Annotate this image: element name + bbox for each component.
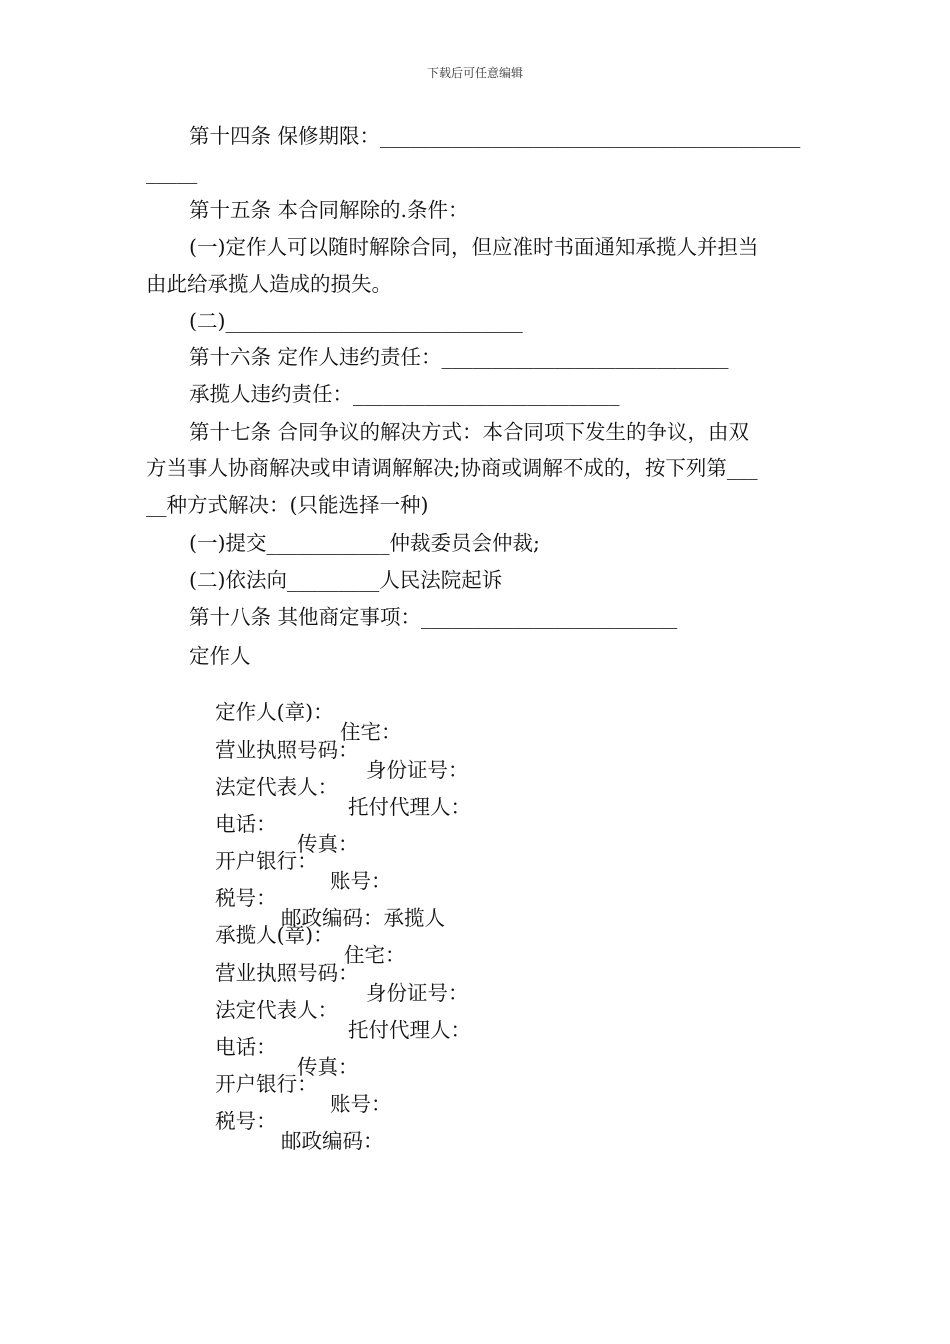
contractor-agent-label: 托付代理人： — [348, 795, 471, 819]
article-17-option-arbitration: (一)提交____________仲裁委员会仲裁; — [189, 531, 540, 555]
undertaker-id-label: 身份证号： — [366, 981, 469, 1005]
contractor-account-label: 账号： — [330, 869, 392, 893]
article-17-dispute-resolution: 第十七条 合同争议的解决方式：本合同项下发生的争议，由双 — [189, 420, 750, 444]
article-17-continuation-1: 方当事人协商解决或申请调解解决;协商或调解不成的，按下列第___ — [146, 456, 758, 480]
contractor-tax-label: 税号： — [215, 885, 277, 910]
undertaker-account-label: 账号： — [330, 1092, 392, 1116]
page-header-note: 下载后可任意编辑 — [426, 66, 523, 80]
article-18-other-matters: 第十八条 其他商定事项：_________________________ — [189, 605, 678, 629]
undertaker-address-label: 住宅： — [344, 943, 406, 967]
contractor-seal-label: 定作人(章)： — [215, 699, 334, 724]
article-15-title: 第十五条 本合同解除的.条件： — [189, 198, 469, 222]
contractor-postal-label: 邮政编码：承揽人 — [281, 906, 445, 930]
article-14-continuation: _____ — [146, 160, 198, 184]
contractor-section-title: 定作人 — [189, 644, 251, 668]
contractor-id-label: 身份证号： — [366, 758, 469, 782]
undertaker-phone-label: 电话： — [215, 1034, 277, 1059]
article-17-continuation-2: __种方式解决：(只能选择一种) — [146, 493, 429, 517]
contractor-fax-label: 传真： — [297, 832, 359, 856]
article-15-item-1-continuation: 由此给承揽人造成的损失。 — [146, 272, 392, 296]
undertaker-rep-label: 法定代表人： — [215, 997, 339, 1022]
article-17-option-court: (二)依法向_________人民法院起诉 — [189, 568, 503, 592]
undertaker-bank-label: 开户银行： — [215, 1071, 318, 1096]
contractor-rep-label: 法定代表人： — [215, 774, 339, 799]
article-16-undertaker-liability: 承揽人违约责任：__________________________ — [189, 382, 620, 406]
article-15-item-2: (二)_____________________________ — [189, 309, 523, 333]
contractor-bank-label: 开户银行： — [215, 848, 318, 873]
undertaker-fax-label: 传真： — [297, 1055, 359, 1079]
article-14-warranty: 第十四条 保修期限：_________________________________________ — [189, 124, 801, 148]
undertaker-license-label: 营业执照号码： — [215, 960, 359, 985]
article-15-item-1: (一)定作人可以随时解除合同，但应准时书面通知承揽人并担当 — [189, 235, 759, 259]
contractor-address-label: 住宅： — [340, 720, 402, 744]
undertaker-agent-label: 托付代理人： — [348, 1018, 471, 1042]
contractor-phone-label: 电话： — [215, 811, 277, 836]
contractor-license-label: 营业执照号码： — [215, 737, 359, 762]
undertaker-postal-label: 邮政编码： — [281, 1129, 384, 1153]
undertaker-seal-label: 承揽人(章)： — [215, 922, 334, 947]
article-16-contractor-liability: 第十六条 定作人违约责任：____________________________ — [189, 345, 729, 369]
undertaker-tax-label: 税号： — [215, 1108, 277, 1133]
